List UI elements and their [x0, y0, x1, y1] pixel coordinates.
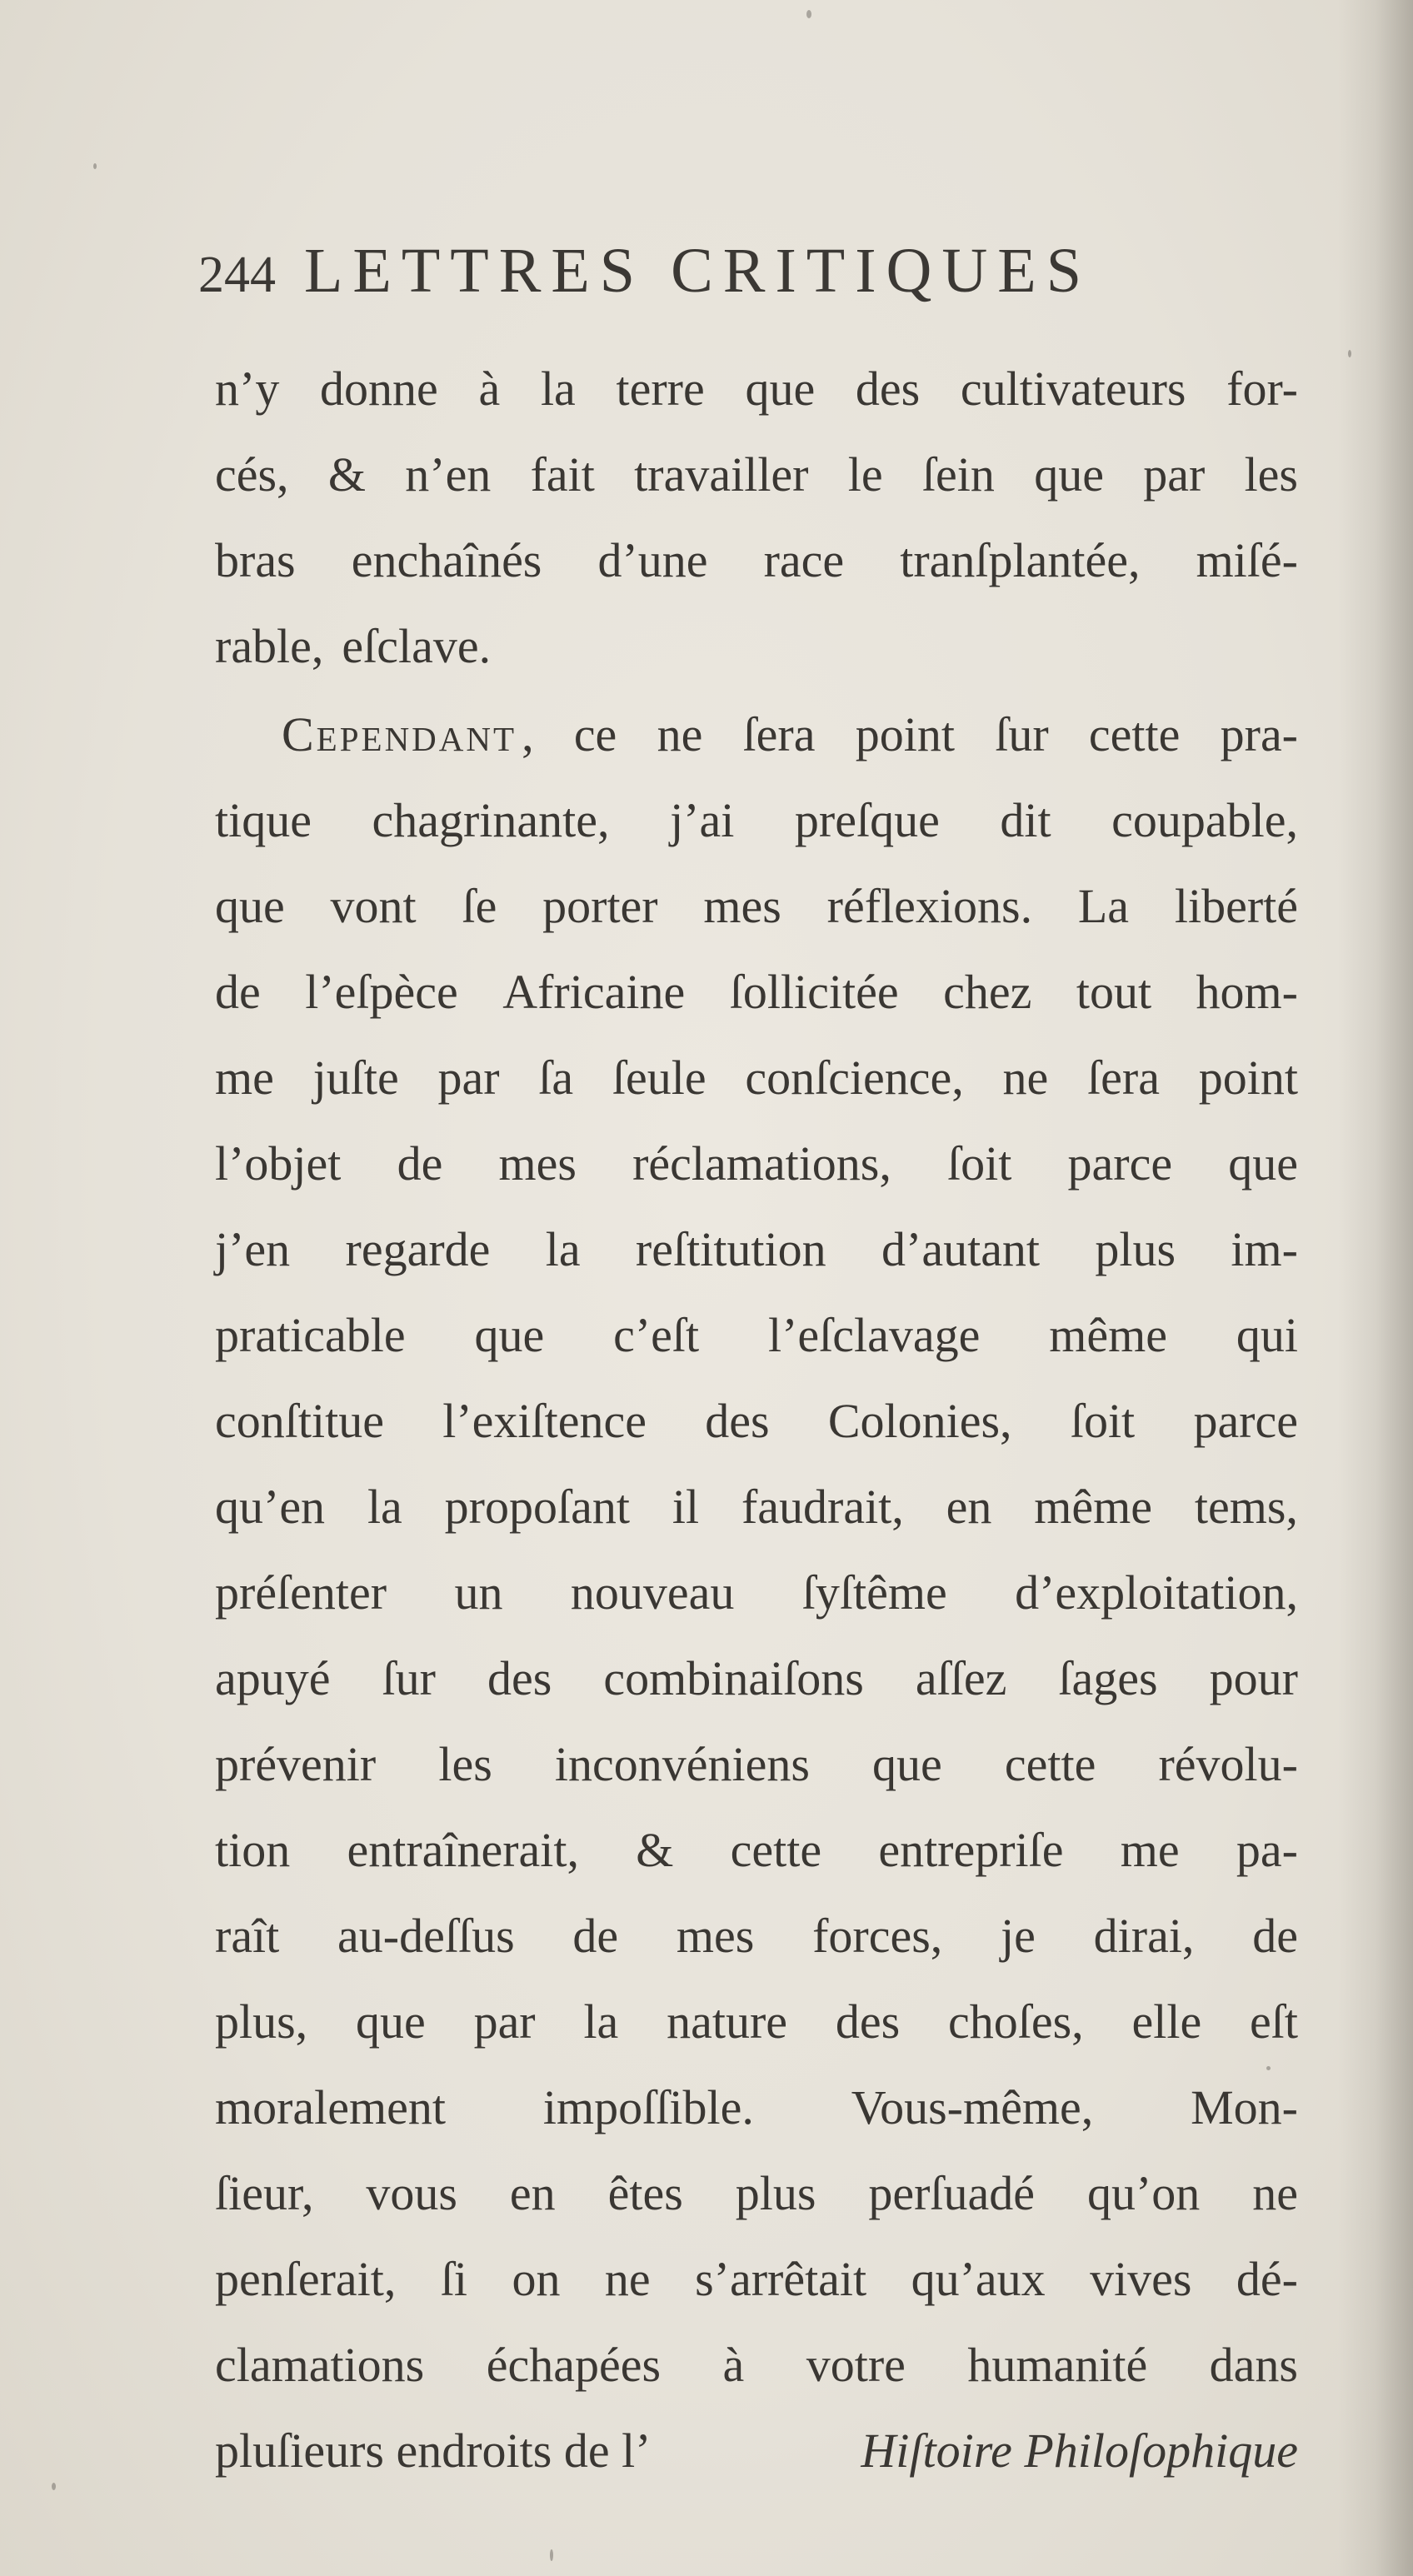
word: & [636, 1823, 674, 1877]
word: révolu- [1158, 1737, 1298, 1791]
paragraph-cependant [215, 691, 1298, 2494]
text-line [215, 1550, 1298, 1635]
word: il [672, 1480, 700, 1534]
word: reſtitution [635, 1222, 826, 1276]
word: n’en [405, 447, 492, 502]
text-line-last [215, 2408, 1298, 2494]
word: ſoit [1070, 1394, 1136, 1448]
word: à [478, 362, 501, 416]
word: pra- [1220, 707, 1298, 761]
page-gutter-shadow [1338, 0, 1413, 2576]
word: pour [1209, 1651, 1298, 1705]
text-line [215, 1292, 1298, 1378]
word: la [367, 1480, 402, 1534]
word: par [437, 1051, 500, 1105]
word: moralement [215, 2080, 447, 2134]
text-line [215, 1807, 1298, 1893]
word: les [438, 1737, 492, 1791]
word: liberté [1174, 879, 1298, 933]
text-line [215, 346, 1298, 432]
word: d’exploitation, [1015, 1565, 1298, 1620]
text-line [215, 1121, 1298, 1206]
word: eſt [1250, 1994, 1298, 2049]
word: parce [1193, 1394, 1298, 1448]
word: cultivateurs [960, 362, 1186, 416]
text-line [215, 777, 1298, 863]
word: même [1034, 1480, 1153, 1534]
word: point [1198, 1051, 1298, 1105]
word: ce [573, 707, 617, 761]
paper-speck [52, 2483, 56, 2490]
word: me [1120, 1823, 1180, 1877]
word: chez [943, 965, 1032, 1019]
word: raît [215, 1909, 280, 1963]
word: qu’on [1086, 2166, 1201, 2220]
word: clamations [215, 2338, 425, 2392]
word: que [1228, 1136, 1298, 1191]
word: que [745, 362, 816, 416]
word: de [1252, 1909, 1298, 1963]
text-line [215, 2236, 1298, 2322]
word: prévenir [215, 1737, 377, 1791]
word: ſeule [612, 1051, 706, 1105]
word: que [1034, 447, 1104, 502]
word: La [1077, 879, 1130, 933]
word: que [356, 1994, 426, 2049]
first-line-rest [522, 691, 1298, 777]
word: ſages [1058, 1651, 1158, 1705]
word: réflexions. [826, 879, 1033, 933]
word: ſollicitée [729, 965, 899, 1019]
word: cette [1004, 1737, 1096, 1791]
word: s’arrêtait [695, 2252, 867, 2306]
text-line [215, 2150, 1298, 2236]
word: ſera [742, 707, 816, 761]
word: conſcience, [745, 1051, 964, 1105]
word: n’y [215, 362, 280, 416]
word: choſes, [947, 1994, 1084, 2049]
word: parce [1067, 1136, 1173, 1191]
text-line [215, 949, 1298, 1035]
word: l’exiſtence [442, 1394, 647, 1448]
word: im- [1231, 1222, 1298, 1276]
word: dit [1000, 793, 1051, 847]
word: la [545, 1222, 581, 1276]
word: me [215, 1051, 274, 1105]
word: aſſez [915, 1651, 1007, 1705]
word: ne [657, 707, 703, 761]
word: ne [604, 2252, 651, 2306]
word: forces, [812, 1909, 943, 1963]
word: à [722, 2338, 745, 2392]
word: de [572, 1909, 619, 1963]
word: preſque [794, 793, 940, 847]
paper-speck [1348, 350, 1351, 357]
word: rable, [215, 619, 324, 673]
word: ſyſtême [801, 1565, 947, 1620]
word: tems, [1194, 1480, 1298, 1534]
word: mes [676, 1909, 755, 1963]
text-line [215, 1206, 1298, 1292]
word: enchaînés [351, 533, 542, 587]
word: tique [215, 793, 312, 847]
word: pa- [1236, 1823, 1298, 1877]
word: des [835, 1994, 901, 2049]
word: dirai, [1093, 1909, 1195, 1963]
word: la [583, 1994, 619, 2049]
word: de [397, 1136, 443, 1191]
word: en [509, 2166, 556, 2220]
word: l’eſclavage [768, 1308, 981, 1362]
word: impoſſible. [542, 2080, 754, 2134]
word: c’eſt [613, 1308, 700, 1362]
text-line [215, 1035, 1298, 1121]
word: combinaiſons [603, 1651, 864, 1705]
word: hom- [1196, 965, 1298, 1019]
text-line [215, 2322, 1298, 2408]
word: , [522, 707, 534, 761]
word: ne [1002, 1051, 1049, 1105]
last-line-italic: Hiſtoire Philoſophique [861, 2424, 1298, 2478]
word: par [1143, 447, 1206, 502]
word: miſé- [1196, 533, 1298, 587]
page-number: 244 [198, 247, 276, 303]
word: j’en [215, 1222, 291, 1276]
paper-speck [93, 163, 97, 169]
text-line [215, 432, 1298, 517]
word: conſtitue [215, 1394, 384, 1448]
word: qu’en [215, 1480, 326, 1534]
word: que [872, 1737, 942, 1791]
paragraph-continued [215, 346, 1298, 689]
word: ſur [995, 707, 1049, 761]
word: l’eſpèce [305, 965, 458, 1019]
word: praticable [215, 1308, 406, 1362]
word: les [1244, 447, 1298, 502]
word: qu’aux [911, 2252, 1046, 2306]
word: êtes [607, 2166, 683, 2220]
word: plus [735, 2166, 816, 2220]
word: faudrait, [741, 1480, 904, 1534]
word: fait [530, 447, 595, 502]
word: même [1049, 1308, 1167, 1362]
word: au-deſſus [337, 1909, 515, 1963]
word: for- [1226, 362, 1298, 416]
word: bras [215, 533, 296, 587]
word: Vous-même, [851, 2080, 1094, 2134]
word: vont [330, 879, 417, 933]
word: tout [1076, 965, 1152, 1019]
word: penſerait, [215, 2252, 397, 2306]
word: tion [215, 1823, 291, 1877]
text-line [215, 603, 1298, 689]
word: vives [1090, 2252, 1192, 2306]
word: race [763, 533, 845, 587]
word: elle [1131, 1994, 1202, 2049]
word: dans [1209, 2338, 1298, 2392]
paper-speck [550, 2549, 553, 2561]
word: ſein [921, 447, 995, 502]
word: nature [667, 1994, 788, 2049]
word: Colonies, [827, 1394, 1012, 1448]
text-line-first [215, 691, 1298, 777]
word: vous [366, 2166, 457, 2220]
word: regarde [345, 1222, 491, 1276]
word: nouveau [570, 1565, 735, 1620]
word: mes [498, 1136, 577, 1191]
word: travailler [634, 447, 809, 502]
word: réclamations, [632, 1136, 891, 1191]
word: chagrinante, [372, 793, 610, 847]
word: le [847, 447, 883, 502]
lead-word: Cependant [282, 707, 517, 761]
paper-speck [806, 10, 811, 18]
word: un [454, 1565, 503, 1620]
word: que [474, 1308, 545, 1362]
word: des [705, 1394, 770, 1448]
word: terre [616, 362, 705, 416]
word: des [855, 362, 921, 416]
text-line [215, 1464, 1298, 1550]
word: eſclave. [342, 619, 492, 673]
running-title: LETTRES CRITIQUES [304, 236, 1091, 306]
word: d’une [597, 533, 708, 587]
word: juſte [312, 1051, 399, 1105]
word: perſuadé [868, 2166, 1036, 2220]
word: échapées [486, 2338, 662, 2392]
text-line [215, 863, 1298, 949]
word: plus, [215, 1994, 308, 2049]
word: Africaine [502, 965, 686, 1019]
word: en [946, 1480, 992, 1534]
word: cette [1088, 707, 1181, 761]
word: ſe [462, 879, 497, 933]
text-line [215, 1635, 1298, 1721]
word: ſieur, [215, 2166, 314, 2220]
word: entraînerait, [347, 1823, 580, 1877]
word: donne [320, 362, 438, 416]
word: d’autant [881, 1222, 1041, 1276]
word: votre [806, 2338, 906, 2392]
word: plus [1095, 1222, 1176, 1276]
word: apuyé [215, 1651, 331, 1705]
word: porter [542, 879, 658, 933]
word: ſi [440, 2252, 468, 2306]
word: de [215, 965, 261, 1019]
text-line [215, 2064, 1298, 2150]
word: je [1001, 1909, 1036, 1963]
word: ſera [1087, 1051, 1160, 1105]
word: inconvéniens [554, 1737, 810, 1791]
word: propoſant [444, 1480, 630, 1534]
word: Mon- [1191, 2080, 1298, 2134]
word: des [487, 1651, 552, 1705]
word: par [473, 1994, 536, 2049]
word: ſur [382, 1651, 436, 1705]
text-line [215, 1721, 1298, 1807]
word: qui [1236, 1308, 1298, 1362]
word: coupable, [1111, 793, 1298, 847]
text-line [215, 1893, 1298, 1979]
word: entrepriſe [878, 1823, 1064, 1877]
word: humanité [967, 2338, 1148, 2392]
word: point [855, 707, 955, 761]
running-header [198, 235, 1165, 318]
word: la [540, 362, 576, 416]
word: cés, [215, 447, 289, 502]
word: l’objet [215, 1136, 342, 1191]
word: que [215, 879, 285, 933]
word: cette [730, 1823, 822, 1877]
last-line-roman: pluſieurs endroits de l’ [215, 2424, 652, 2478]
word: dé- [1236, 2252, 1298, 2306]
word: on [512, 2252, 561, 2306]
word: & [327, 447, 366, 502]
text-line [215, 1979, 1298, 2064]
word: tranſplantée, [900, 533, 1141, 587]
word: mes [703, 879, 781, 933]
word: ſoit [947, 1136, 1012, 1191]
word: préſenter [215, 1565, 387, 1620]
word: ne [1252, 2166, 1298, 2220]
word: ſa [538, 1051, 574, 1105]
text-line [215, 1378, 1298, 1464]
text-line [215, 517, 1298, 603]
word: j’ai [670, 793, 735, 847]
